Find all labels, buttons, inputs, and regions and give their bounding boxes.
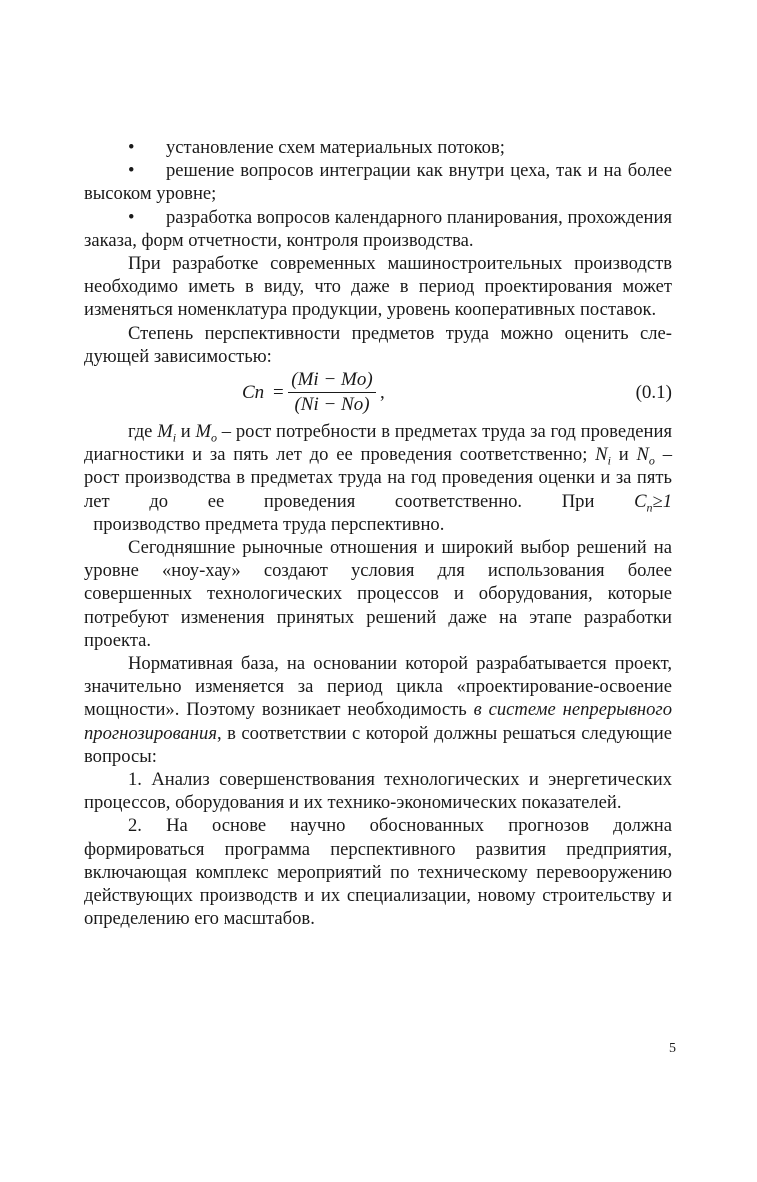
equation-fraction [286, 368, 378, 415]
page-body [84, 136, 672, 931]
bullet-item [84, 136, 672, 159]
equation [84, 370, 672, 416]
paragraph: Нормативная база, на основании которой разрабатывается проект, значительно изменяется за период цикла «проектирование-освоение мощности». Поэтому возникает необходимость в системе непрерывного прогнозирования, в соответствии с которой должны решаться следующие вопросы: [84, 653, 672, 767]
paragraph: При разработке современных машиностроительных производств необходимо иметь в виду, что даже в период проектирования может изменяться номенклатура продукции, уровень кооперативных поставок. [84, 253, 672, 321]
emphasis-text: в системе непрерывного прогнозирования [84, 699, 672, 744]
paragraph: Степень перспективности предметов труда можно оценить сле-дующей зависимостью: [84, 322, 672, 367]
equation-lhs: Cn [242, 382, 265, 404]
equation-comma: , [380, 382, 385, 404]
bullet-text: разработка вопросов календарного планирования, прохождения заказа, форм отчетности, контроля производства. [84, 206, 672, 251]
bullet-item [84, 159, 672, 205]
equation-equals: = [273, 382, 284, 404]
equation-numerator: (Mi − Mo) [291, 369, 373, 391]
numbered-item: 1. Анализ совершенствования технологических и энергетических процессов, оборудования и их технико-экономических показателей. [84, 769, 672, 814]
bullet-icon: • [128, 160, 135, 182]
equation-denominator: (Ni − No) [294, 394, 370, 416]
bullet-text: решение вопросов интеграции как внутри цеха, так и на более высоком уровне; [84, 160, 672, 205]
paragraph: Сегодняшние рыночные отношения и широкий выбор решений на уровне «ноу-хау» создают условия для использования более совершенных технологических процессов и оборудования, которые потребуют изменения принятых решений даже на этапе разработки проекта. [84, 537, 672, 651]
page-number: 5 [669, 1041, 676, 1056]
bullet-item [84, 206, 672, 252]
bullet-icon: • [128, 137, 135, 158]
numbered-item: 2. На основе научно обоснованных прогнозов должна формироваться программа перспективного развития предприятия, включающая комплекс мероприятий по техническому перевооружению действующих производств и их специализации, новому строительству и определению его масштабов. [84, 815, 672, 930]
bullet-text: установление схем материальных потоков; [166, 137, 505, 158]
bullet-icon: • [128, 206, 135, 228]
paragraph-definitions: где $M_i$ и $M_o$ – рост потребности в предметах труда за год проведения диагностики и за пять лет до ее проведения соответственно; $N_i$ и $N_o$ – рост производства в предметах труда на год проведения оценки и за пять лет до ее проведения соответственно. При $C_n\ge 1$ производство предмета труда перспективно. [84, 421, 673, 535]
equation-number: (0.1) [635, 382, 672, 404]
